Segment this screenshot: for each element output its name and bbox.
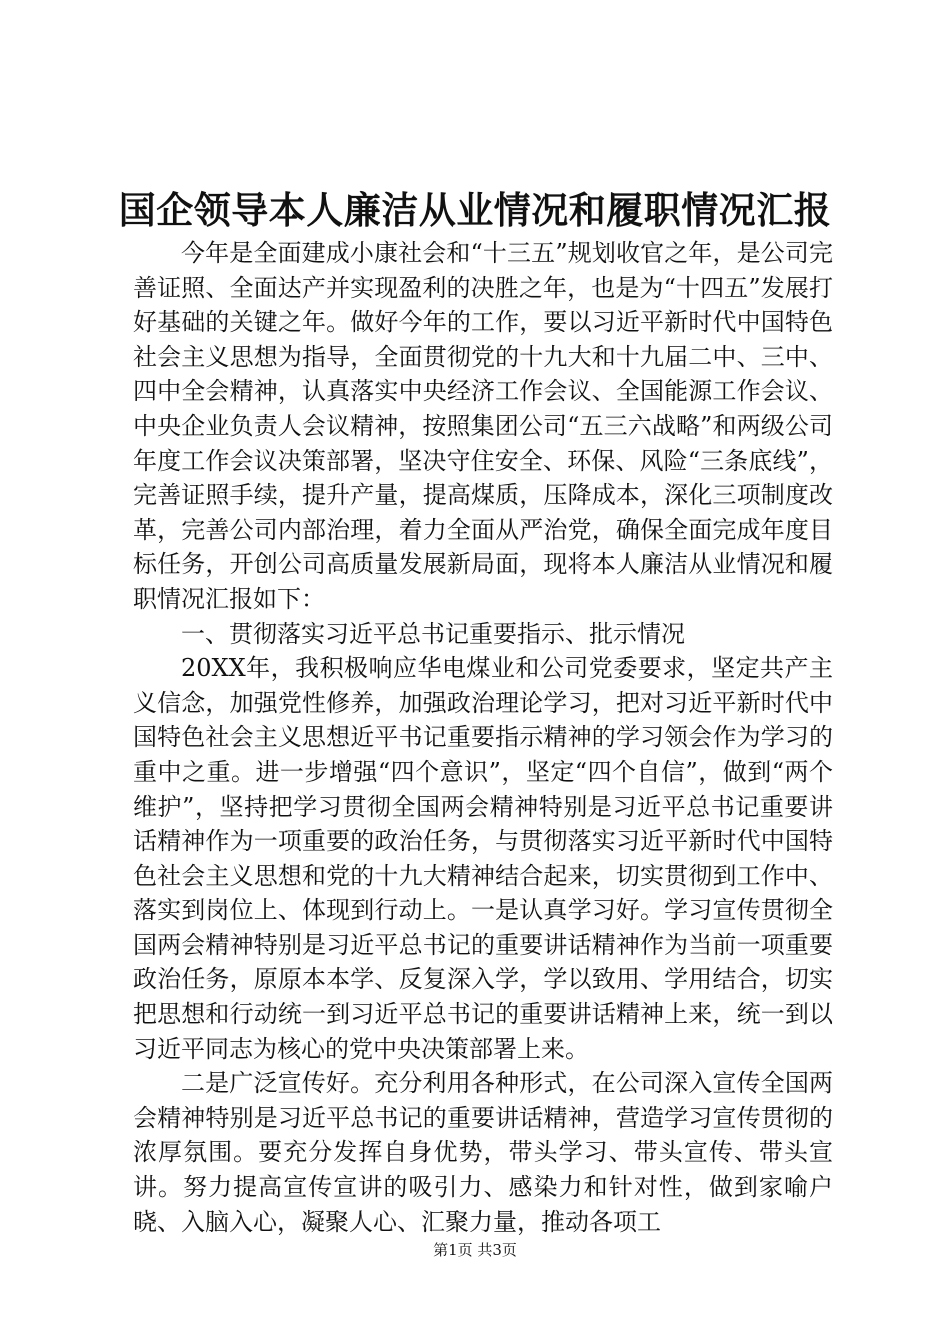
paragraph-publicity: 二是广泛宣传好。充分利用各种形式，在公司深入宣传全国两会精神特别是习近平总书记的重要讲话精神，营造学习宣传贯彻的浓厚氛围。要充分发挥自身优势，带头学习、带头宣传、带头宣讲。努力提高宣传宣讲的吸引力、感染力和针对性，做到家喻户晓、入脑入心，凝聚人心、汇聚力量，推动各项工 (133, 1069, 833, 1236)
paragraph-intro: 今年是全面建成小康社会和“十三五”规划收官之年，是公司完善证照、全面达产并实现盈利的决胜之年，也是为“十四五”发展打好基础的关键之年。做好今年的工作，要以习近平新时代中国特色社会主义思想为指导，全面贯彻党的十九大和十九届二中、三中、四中全会精神，认真落实中央经济工作会议、全国能源工作会议、中央企业负责人会议精神，按照集团公司“五三六战略”和两级公司年度工作会议决策部署，坚决守住安全、环保、风险“三条底线”，完善证照手续，提升产量，提高煤质，压降成本，深化三项制度改革，完善公司内部治理，着力全面从严治党，确保全面完成年度目标任务，开创公司高质量发展新局面，现将本人廉洁从业情况和履职情况汇报如下： (133, 239, 833, 613)
paragraph-study: 20XX年，我积极响应华电煤业和公司党委要求，坚定共产主义信念，加强党性修养，加强政治理论学习，把对习近平新时代中国特色社会主义思想近平书记重要指示精神的学习领会作为学习的重中之重。进一步增强“四个意识”，坚定“四个自信”，做到“两个维护”，坚持把学习贯彻全国两会精神特别是习近平总书记重要讲话精神作为一项重要的政治任务，与贯彻落实习近平新时代中国特色社会主义思想和党的十九大精神结合起来，切实贯彻到工作中、落实到岗位上、体现到行动上。一是认真学习好。学习宣传贯彻全国两会精神特别是习近平总书记的重要讲话精神作为当前一项重要政治任务，原原本本学、反复深入学，学以致用、学用结合，切实把思想和行动统一到习近平总书记的重要讲话精神上来，统一到以习近平同志为核心的党中央决策部署上来。 (133, 654, 833, 1063)
page-number-footer: 第1页 共3页 (433, 1241, 517, 1259)
document-title: 国企领导本人廉洁从业情况和履职情况汇报 (118, 188, 832, 232)
section-heading: 一、贯彻落实习近平总书记重要指示、批示情况 (181, 619, 685, 648)
document-body (133, 236, 833, 1239)
